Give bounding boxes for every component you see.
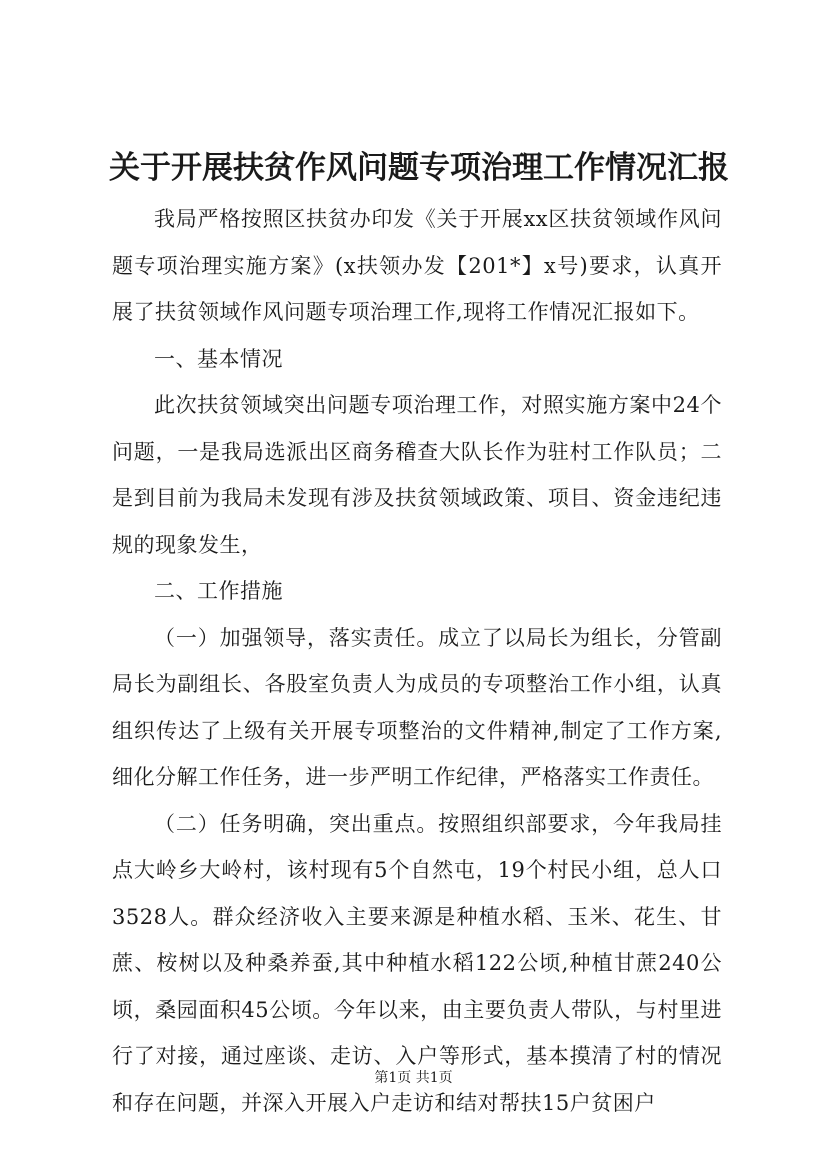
measure-one-paragraph: （一）加强领导，落实责任。成立了以局长为组长，分管副局长为副组长、各股室负责人为成员的专项整治工作小组，认真组织传达了上级有关开展专项整治的文件精神,制定了工作方案,细化分解工作任务，进一步严明工作纪律，严格落实工作责任。 [112, 625, 722, 789]
intro-paragraph: 我局严格按照区扶贫办印发《关于开展xx区扶贫领域作风问题专项治理实施方案》(x扶领办发【201*】x号)要求，认真开展了扶贫领域作风问题专项治理工作,现将工作情况汇报如下。 [112, 207, 722, 324]
document-title: 关于开展扶贫作风问题专项治理工作情况汇报 [109, 150, 729, 186]
section-heading-work-measures: 二、工作措施 [154, 579, 283, 603]
section-heading-basic-situation: 一、基本情况 [154, 346, 283, 371]
page-footer: 第1页 共1页 [374, 1070, 453, 1086]
measure-two-paragraph: （二）任务明确，突出重点。按照组织部要求，今年我局挂点大岭乡大岭村，该村现有5个自然屯，19个村民小组，总人口3528人。群众经济收入主要来源是种植水稻、玉米、花生、甘蔗、桉树以及种桑养蚕,其中种植水稻122公顷,种植甘蔗240公顷，桑园面积45公顷。今年以来，由主要负责人带队，与村里进行了对接，通过座谈、走访、入户等形式，基本摸清了村的情况和存在问题，并深入开展入户走访和结对帮扶15户贫困户 [112, 811, 722, 1115]
basic-situation-paragraph: 此次扶贫领域突出问题专项治理工作，对照实施方案中24个问题，一是我局选派出区商务稽查大队长作为驻村工作队员；二是到目前为我局未发现有涉及扶贫领域政策、项目、资金违纪违规的现象发生， [112, 393, 722, 557]
document-body [112, 196, 722, 1126]
